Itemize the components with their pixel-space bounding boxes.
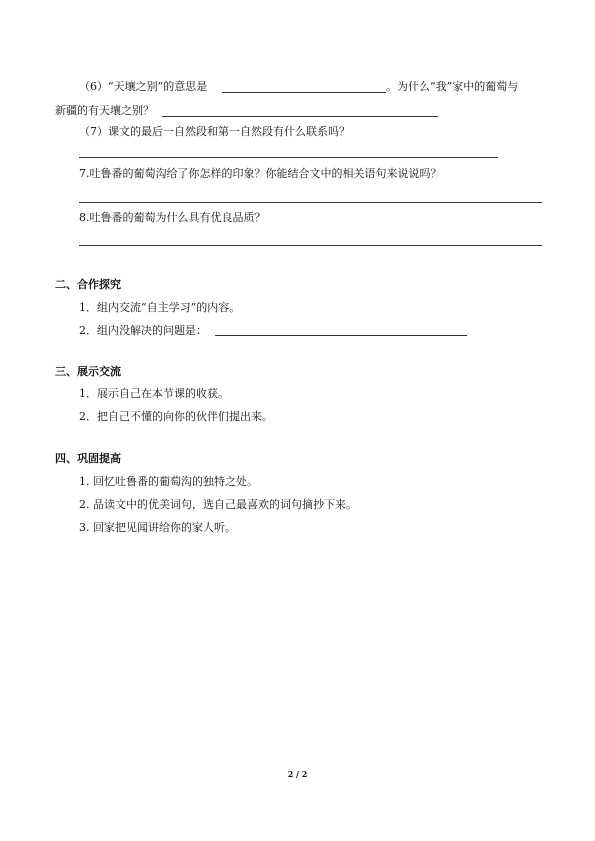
section4-item-1: 1. 回忆吐鲁番的葡萄沟的独特之处。: [79, 475, 258, 488]
section2-title: 二、合作探究: [55, 278, 121, 291]
q8-text: 8.吐鲁番的葡萄为什么具有优良品质？: [79, 211, 266, 224]
section4-item-2: 2. 品读文中的优美词句，选自己最喜欢的词句摘抄下来。: [79, 498, 357, 511]
page-number: 2 / 2: [287, 769, 308, 779]
q7b-answer-line[interactable]: [79, 202, 542, 203]
q8-answer-line[interactable]: [79, 245, 542, 246]
section4-item-3: 3. 回家把见闻讲给你的家人听。: [79, 521, 236, 534]
section3-item-1: 1．展示自己在本节课的收获。: [79, 387, 229, 400]
q7-text: （7）课文的最后一自然段和第一自然段有什么联系吗？: [79, 125, 350, 138]
section2-item-2: 2．组内没解决的问题是：: [79, 324, 207, 337]
q6-text-start: （6）“天壤之别”的意思是: [79, 80, 208, 93]
section4-title: 四、巩固提高: [55, 452, 121, 465]
q7b-text: 7.吐鲁番的葡萄沟给了你怎样的印象？你能结合文中的相关语句来说说吗？: [79, 167, 442, 180]
section2-answer-line[interactable]: [215, 335, 467, 336]
section3-item-2: 2．把自己不懂的向你的伙伴们提出来。: [79, 410, 273, 423]
section2-item-1: 1．组内交流“自主学习”的内容。: [79, 301, 241, 314]
q7-answer-line[interactable]: [79, 157, 498, 158]
q6-text-end: 。为什么“我”家中的葡萄与: [386, 80, 519, 93]
section3-title: 三、展示交流: [55, 365, 121, 378]
q6-answer-line[interactable]: [222, 92, 386, 93]
q6-text-line2: 新疆的有天壤之别？: [55, 104, 154, 117]
q6b-answer-line[interactable]: [162, 116, 438, 117]
